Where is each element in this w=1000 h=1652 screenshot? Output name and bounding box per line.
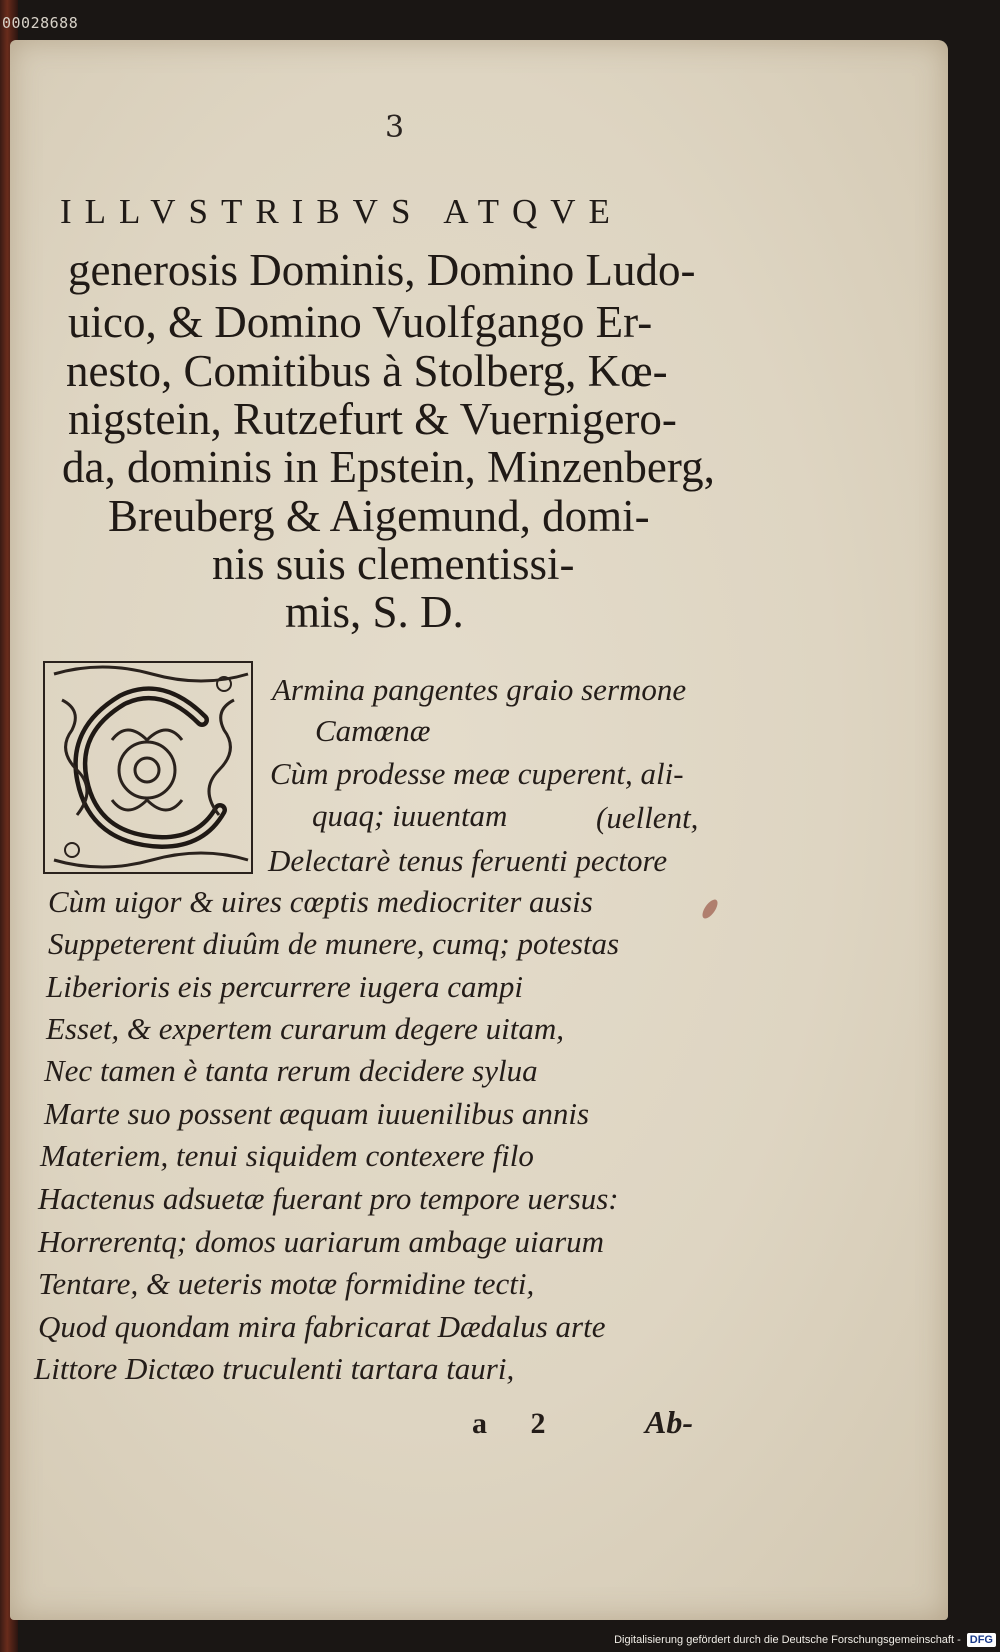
dedication-line: da, dominis in Epstein, Minzenberg,	[62, 442, 715, 492]
verse-line: Suppeterent diuûm de munere, cumq; potestas	[48, 926, 620, 961]
dfg-logo-icon: DFG	[967, 1633, 996, 1647]
signature-mark: a 2	[472, 1407, 564, 1440]
verse-line: Materiem, tenui siquidem contexere filo	[40, 1138, 534, 1173]
dedication-line: Breuberg & Aigemund, domi-	[108, 491, 650, 541]
catchword: Ab-	[645, 1404, 693, 1440]
verse-line: Hactenus adsuetæ fuerant pro tempore uersus:	[38, 1181, 619, 1216]
scan-id: 00028688	[2, 14, 79, 32]
decorated-initial-icon	[42, 660, 254, 875]
digitization-footer	[614, 1630, 996, 1650]
dedication-line: nigstein, Rutzefurt & Vuernigero-	[68, 394, 677, 444]
verse-line: Horrerentq; domos uariarum ambage uiarum	[38, 1224, 605, 1259]
dedication-line: nis suis clementissi-	[212, 539, 575, 589]
dedication-line: mis, S. D.	[285, 587, 464, 637]
verse-line: Cùm prodesse meæ cuperent, ali-	[270, 756, 684, 791]
dedication-line: generosis Dominis, Domino Ludo-	[68, 245, 696, 295]
dedication-title-caps: ILLVSTRIBVS ATQVE	[60, 192, 623, 231]
dedication-line: nesto, Comitibus à Stolberg, Kœ-	[66, 346, 668, 396]
verse-line: (uellent,	[596, 800, 699, 835]
verse-line: Delectarè tenus feruenti pectore	[268, 843, 668, 878]
verse-line: Liberioris eis percurrere iugera campi	[46, 969, 524, 1004]
footer-credit: Digitalisierung gefördert durch die Deutsche Forschungsgemeinschaft -	[614, 1634, 961, 1646]
verse-line: quaq; iuuentam	[312, 798, 508, 833]
verse-line: Littore Dictæo truculenti tartara tauri,	[34, 1351, 515, 1386]
verse-line: Cùm uigor & uires cœptis mediocriter ausis	[48, 884, 593, 919]
verse-line: Nec tamen è tanta rerum decidere sylua	[44, 1053, 538, 1088]
verse-line: Marte suo possent æquam iuuenilibus annis	[44, 1096, 590, 1131]
page-number: 3	[385, 110, 405, 145]
verse-line: Esset, & expertem curarum degere uitam,	[46, 1011, 564, 1046]
dedication-line: uico, & Domino Vuolfgango Er-	[68, 297, 653, 347]
verse-line: Camœnæ	[315, 713, 431, 748]
verse-line: Tentare, & ueteris motæ formidine tecti,	[38, 1266, 535, 1301]
verse-line: Armina pangentes graio sermone	[272, 672, 687, 707]
verse-line: Quod quondam mira fabricarat Dædalus arte	[38, 1309, 606, 1344]
